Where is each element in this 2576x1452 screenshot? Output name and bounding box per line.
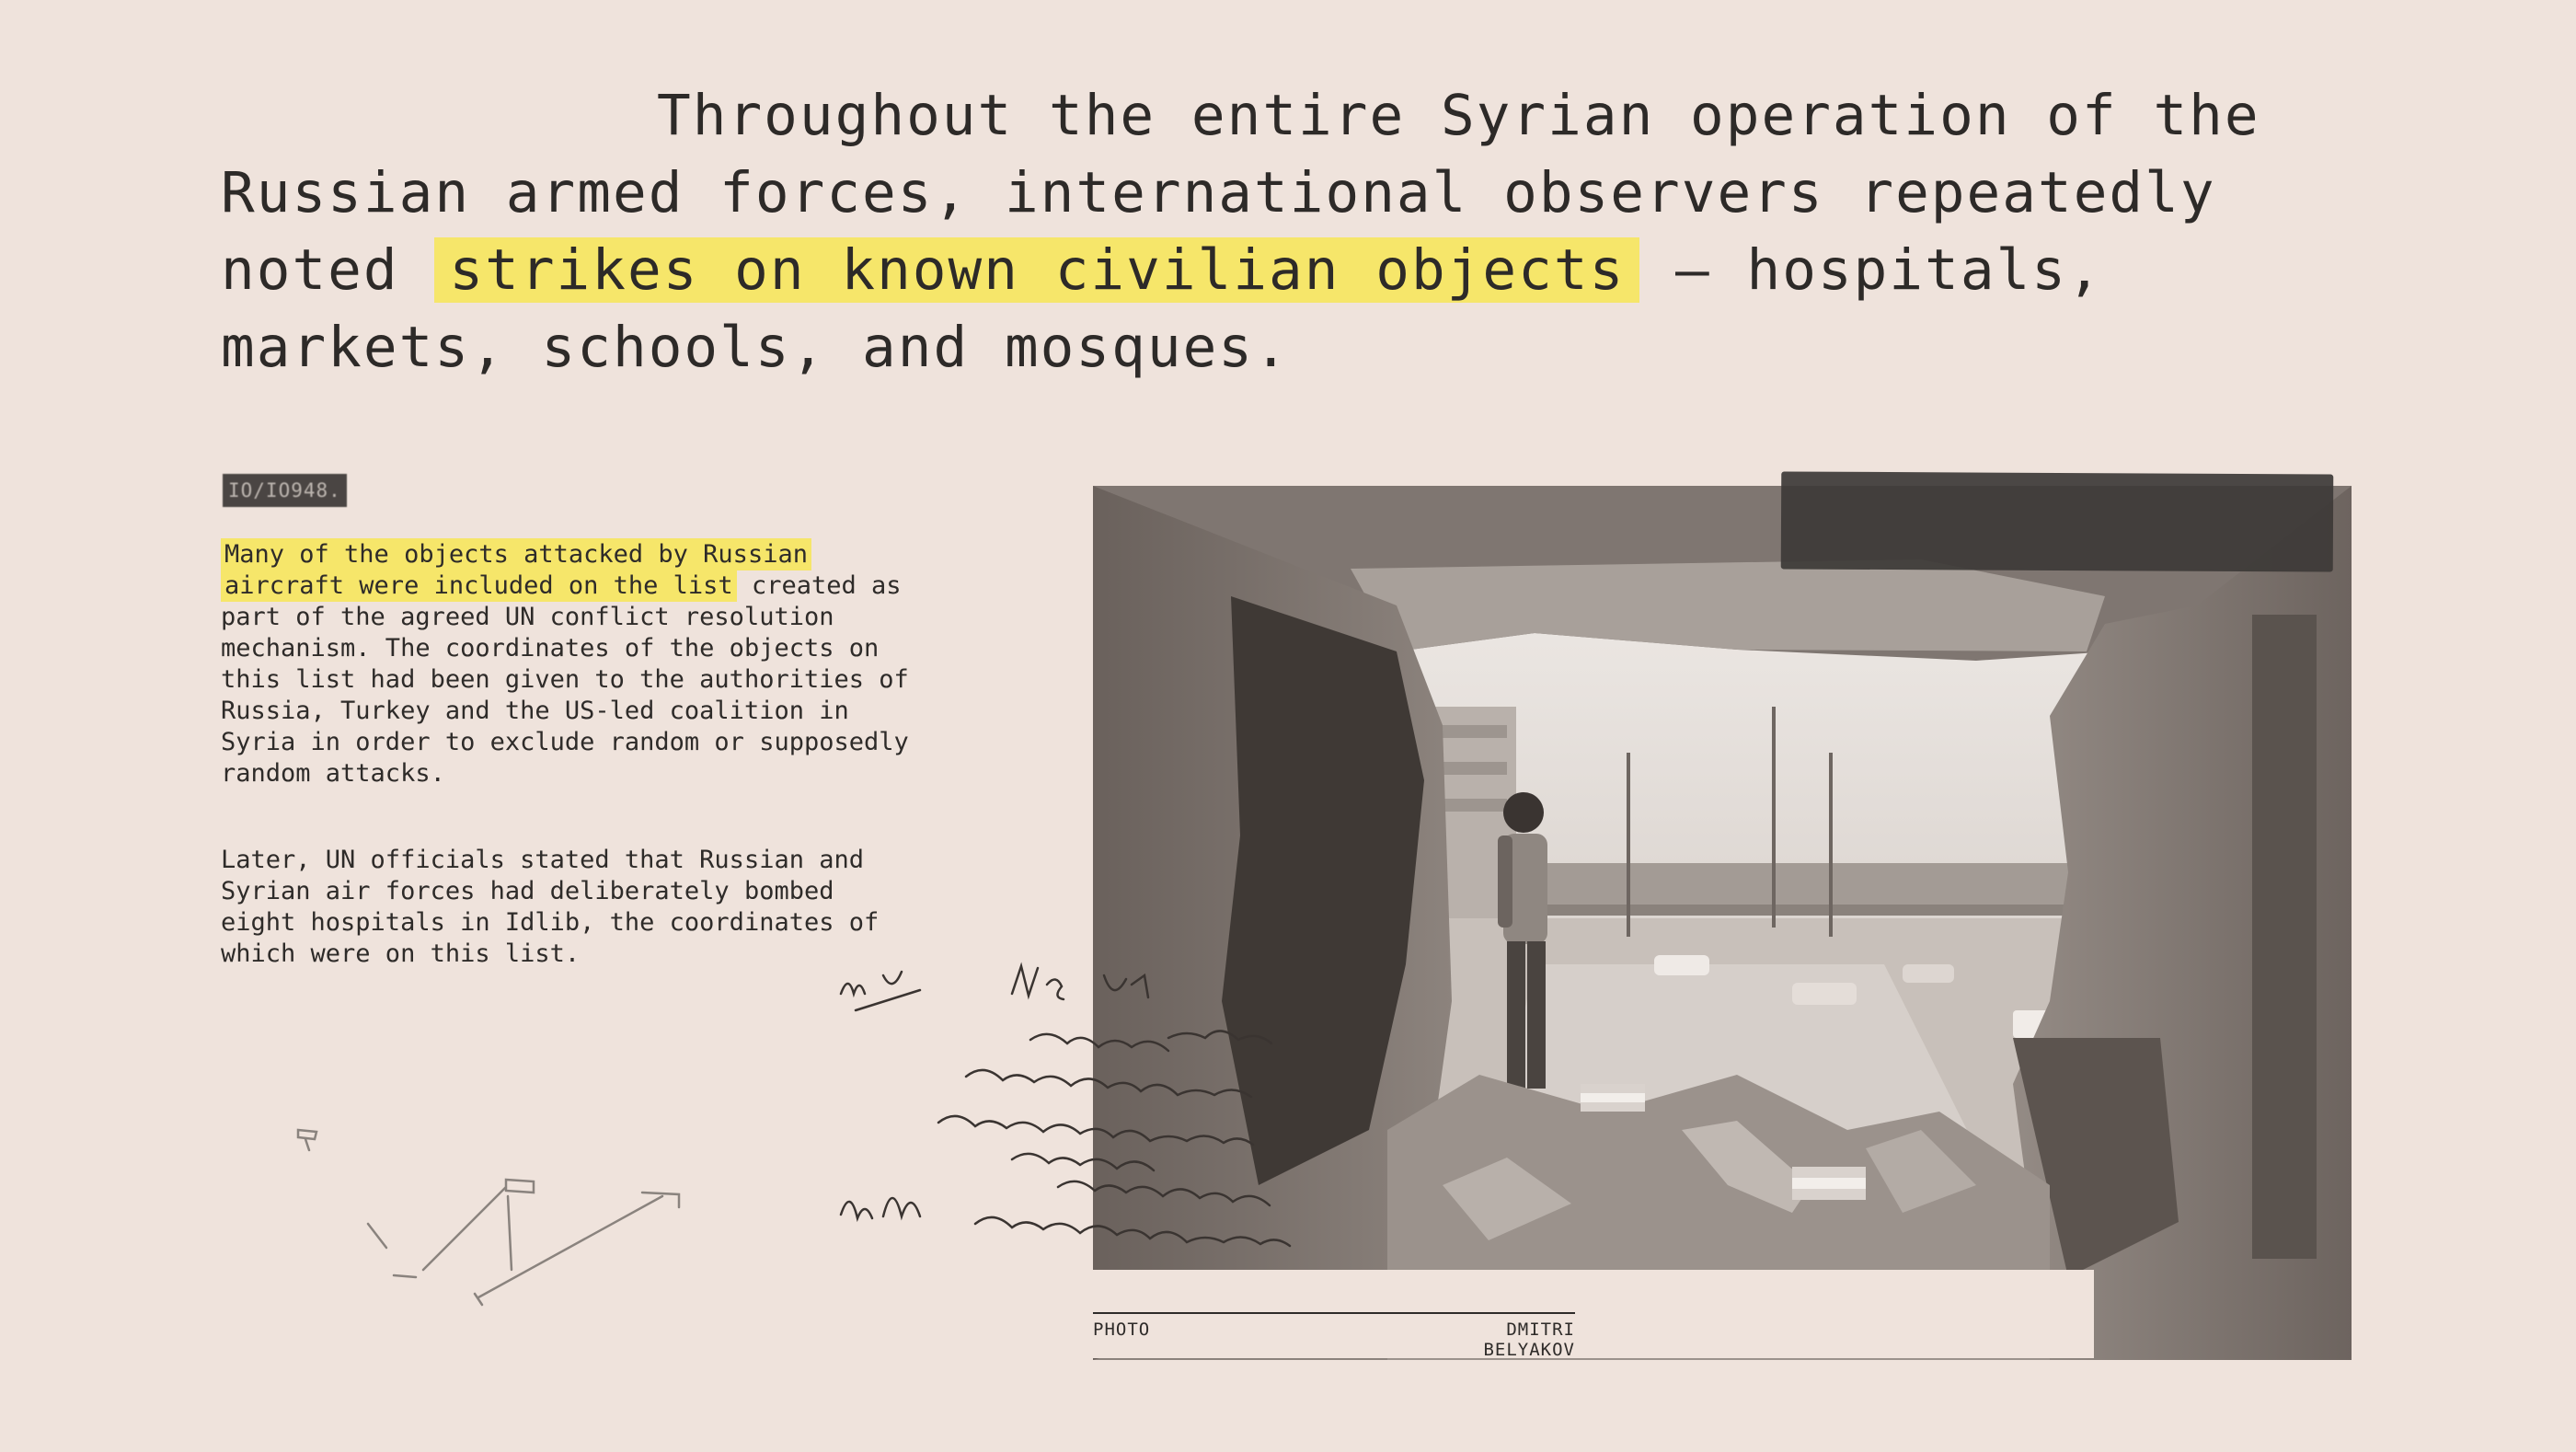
headline-highlight: strikes on known civilian objects	[434, 237, 1639, 303]
paragraph-2: Later, UN officials stated that Russian and Syrian air forces had deliberately bombed eight hospitals in Idlib, the coordinates of which were on this list.	[221, 846, 880, 968]
handwritten-note	[828, 957, 1435, 1251]
headline-text-start: Throughout the entire Syrian operation of the Russian armed forces, international observers repeatedly noted	[221, 83, 2260, 303]
pencil-sketch	[276, 1123, 699, 1325]
caption-paper-strip	[1091, 1270, 2094, 1358]
photo-caption-label: PHOTO	[1093, 1319, 1151, 1340]
headline-text-end: – hospitals, markets, schools, and mosques.	[221, 237, 2103, 380]
tape-strip	[1781, 471, 2334, 571]
headline	[221, 77, 2337, 386]
document-stamp: IO/IO948.	[223, 474, 347, 507]
caption-rule	[1093, 1312, 1575, 1314]
photo-credit: DMITRI BELYAKOV	[1483, 1319, 1575, 1360]
paragraph-1-highlight: Many of the objects attacked by Russian aircraft were included on the list	[221, 538, 811, 602]
paragraph-1-rest: created as part of the agreed UN conflict resolution mechanism. The coordinates of the objects on this list had been given to the authorities of Russia, Turkey and the US-led coalition in Syria in order to exclude random or supposedly random attacks.	[221, 571, 909, 788]
paragraph-1	[221, 539, 920, 789]
